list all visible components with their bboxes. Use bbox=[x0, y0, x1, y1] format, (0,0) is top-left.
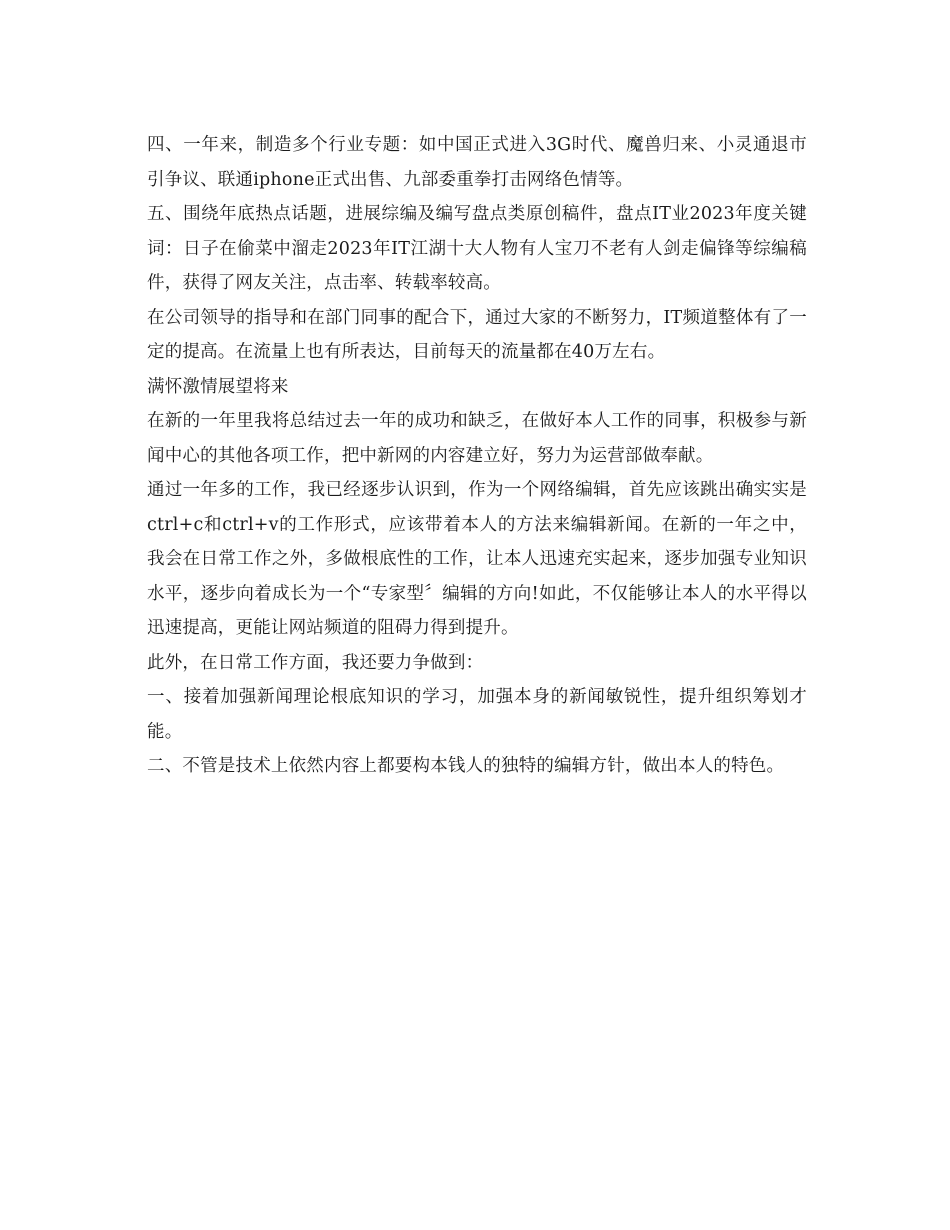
paragraph-industry-topics: 四、一年来，制造多个行业专题：如中国正式进入3G时代、魔兽归来、小灵通退市引争议、联通iphone正式出售、九部委重拳打击网络色情等。 bbox=[147, 135, 807, 190]
paragraph-editor-reflection: 通过一年多的工作，我已经逐步认识到，作为一个网络编辑，首先应该跳出确实实是ctrl+c和ctrl+v的工作形式，应该带着本人的方法来编辑新闻。在新的一年之中，我会在日常工作之外，多做根底性的工作，让本人迅速充实起来，逐步加强专业知识水平，逐步向着成长为一个“专家型〞编辑的方向!如此，不仅能够让本人的水平得以迅速提高，更能让网站频道的阻碍力得到提升。 bbox=[147, 480, 807, 638]
paragraph-goal-two: 二、不管是技术上依然内容上都要构本钱人的独特的编辑方针，做出本人的特色。 bbox=[147, 756, 785, 776]
paragraph-new-year-plan: 在新的一年里我将总结过去一年的成功和缺乏，在做好本人工作的同事，积极参与新闻中心的其他各项工作，把中新网的内容建立好，努力为运营部做奉献。 bbox=[147, 411, 807, 466]
paragraph-goal-one: 一、接着加强新闻理论根底知识的学习，加强本身的新闻敏锐性，提升组织筹划才能。 bbox=[147, 687, 807, 742]
paragraph-daily-work-intro: 此外，在日常工作方面，我还要力争做到： bbox=[147, 652, 484, 673]
paragraph-channel-progress: 在公司领导的指导和在部门同事的配合下，通过大家的不断努力，IT频道整体有了一定的提高。在流量上也有所表达，目前每天的流量都在40万左右。 bbox=[147, 307, 807, 362]
document-body bbox=[147, 128, 807, 784]
paragraph-year-end-review: 五、围绕年底热点话题，进展综编及编写盘点类原创稿件，盘点IT业2023年度关键词：日子在偷菜中溜走2023年IT江湖十大人物有人宝刀不老有人剑走偏锋等综编稿件，获得了网友关注，点击率、转载率较高。 bbox=[147, 204, 807, 293]
section-heading-outlook: 满怀激情展望将来 bbox=[147, 376, 289, 397]
